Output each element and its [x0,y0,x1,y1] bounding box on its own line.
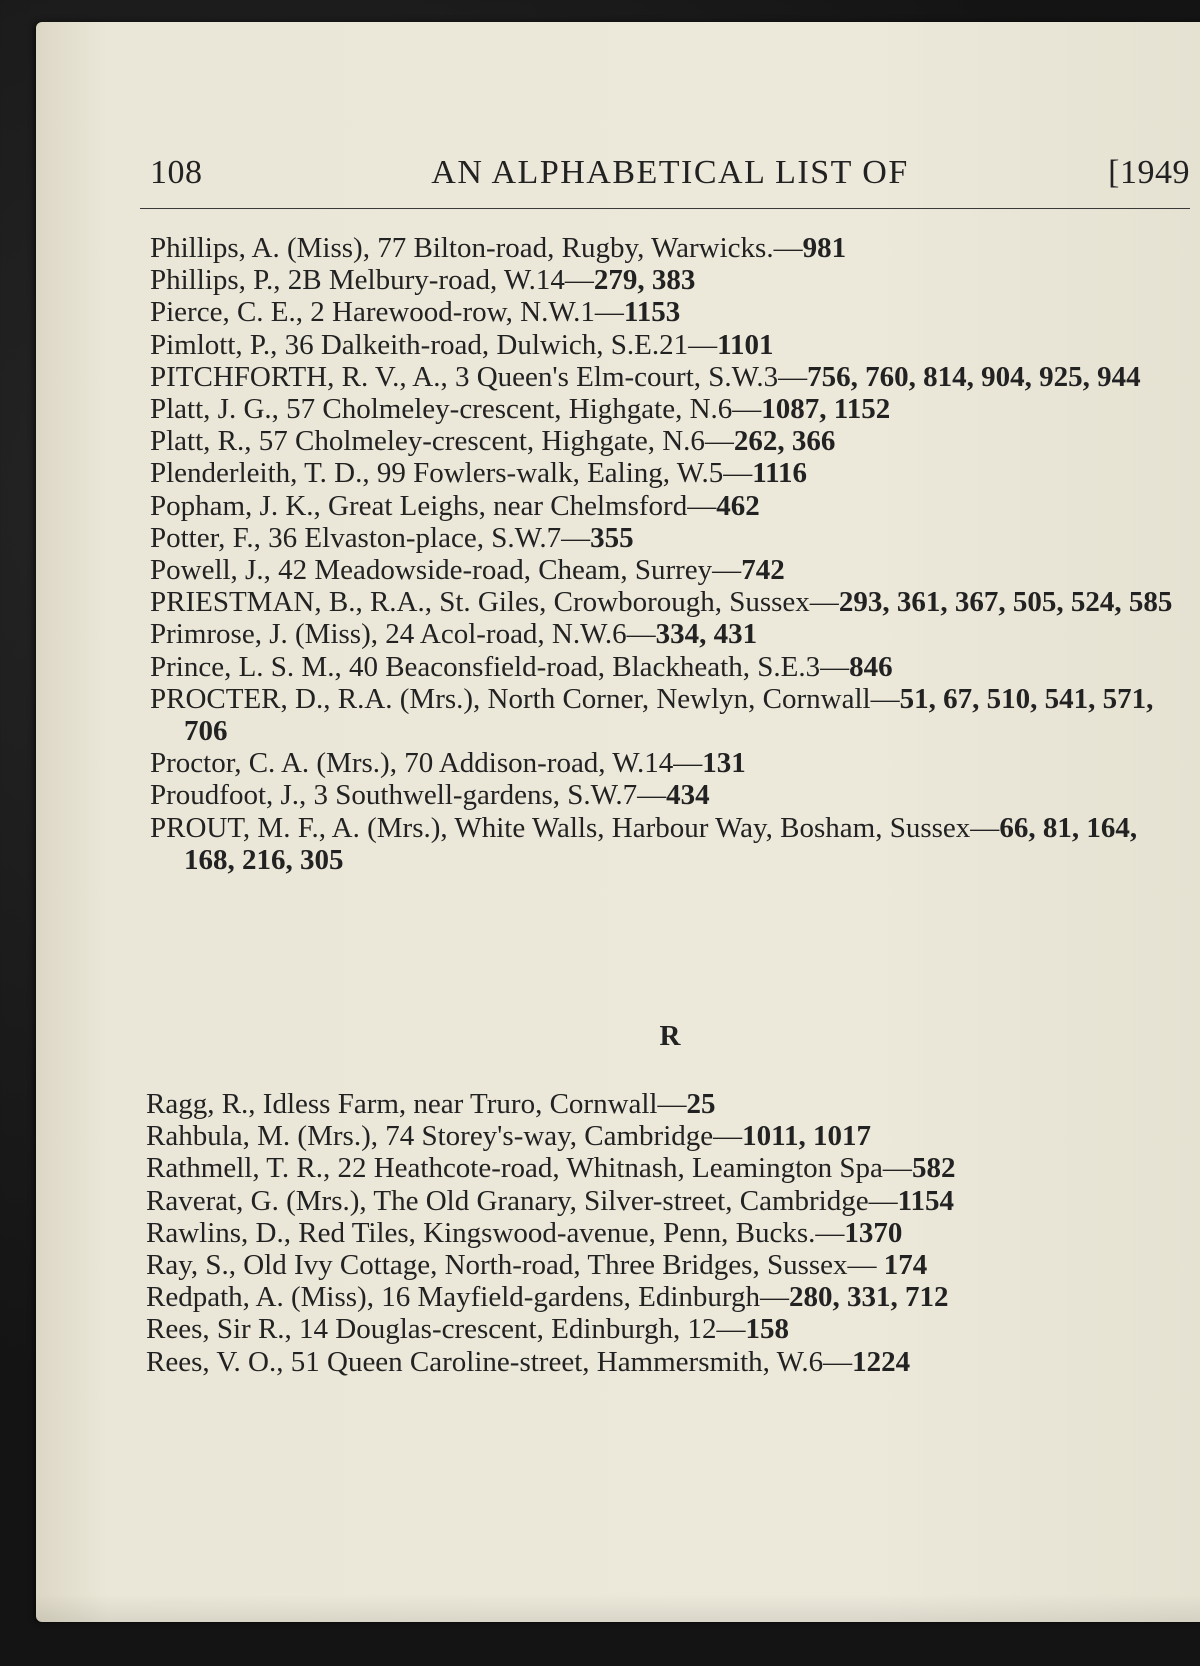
list-item: Proctor, C. A. (Mrs.), 70 Addison-road, W.14—131 [150,747,746,780]
list-item: Primrose, J. (Miss), 24 Acol-road, N.W.6—334, 431 [150,618,758,651]
list-item: Pimlott, P., 36 Dalkeith-road, Dulwich, S.E.21—1101 [150,328,774,361]
list-item: Potter, F., 36 Elvaston-place, S.W.7—355 [150,521,634,554]
list-item: Raverat, G. (Mrs.), The Old Granary, Silver-street, Cambridge—1154 [146,1184,954,1217]
list-item: PROUT, M. F., A. (Mrs.), White Walls, Harbour Way, Bosham, Sussex—66, 81, 164, 168, 216, 305 [150,811,1138,876]
list-item: Ray, S., Old Ivy Cottage, North-road, Three Bridges, Sussex— 174 [146,1249,928,1282]
list-item: Phillips, A. (Miss), 77 Bilton-road, Rugby, Warwicks.—981 [150,232,847,264]
list-item: Rahbula, M. (Mrs.), 74 Storey's-way, Cambridge—1011, 1017 [146,1120,872,1153]
list-item: Rawlins, D., Red Tiles, Kingswood-avenue, Penn, Bucks.—1370 [146,1216,903,1249]
page-year: [1949 [1108,154,1190,191]
list-item: Powell, J., 42 Meadowside-road, Cheam, Surrey—742 [150,554,785,587]
section-letter: R [659,1020,681,1052]
page-edge-shadow [36,1594,1200,1622]
list-item: Proudfoot, J., 3 Southwell-gardens, S.W.7—434 [150,779,710,812]
header-rule [140,208,1190,209]
list-item: Plenderleith, T. D., 99 Fowlers-walk, Ealing, W.5—1116 [150,457,808,490]
list-item: Rees, Sir R., 14 Douglas-crescent, Edinburgh, 12—158 [146,1313,790,1346]
list-item: Rathmell, T. R., 22 Heathcote-road, Whitnash, Leamington Spa—582 [146,1152,956,1185]
list-item: PRIESTMAN, B., R.A., St. Giles, Crowborough, Sussex—293, 361, 367, 505, 524, 585 [150,586,1173,619]
list-item: PROCTER, D., R.A. (Mrs.), North Corner, Newlyn, Cornwall—51, 67, 510, 541, 571, 706 [150,682,1154,748]
list-item: Ragg, R., Idless Farm, near Truro, Cornwall—25 [146,1088,716,1120]
entries-r [146,1088,1190,1378]
list-item: PITCHFORTH, R. V., A., 3 Queen's Elm-court, S.W.3—756, 760, 814, 904, 925, 944 [150,360,1141,393]
list-item: Prince, L. S. M., 40 Beaconsfield-road, Blackheath, S.E.3—846 [150,650,893,683]
page-title: AN ALPHABETICAL LIST OF [431,154,909,191]
list-item: Platt, R., 57 Cholmeley-crescent, Highgate, N.6—262, 366 [150,425,836,458]
list-item: Popham, J. K., Great Leighs, near Chelmsford—462 [150,489,760,522]
book-page [36,22,1200,1622]
list-item: Rees, V. O., 51 Queen Caroline-street, Hammersmith, W.6—1224 [146,1345,911,1378]
entries-p [150,232,1190,876]
list-item: Phillips, P., 2B Melbury-road, W.14—279, 383 [150,264,696,297]
page-number: 108 [150,154,203,191]
list-item: Platt, J. G., 57 Cholmeley-crescent, Highgate, N.6—1087, 1152 [150,393,891,426]
list-item: Redpath, A. (Miss), 16 Mayfield-gardens, Edinburgh—280, 331, 712 [146,1281,949,1314]
list-item: Pierce, C. E., 2 Harewood-row, N.W.1—1153 [150,296,681,329]
page-header [150,154,1190,194]
